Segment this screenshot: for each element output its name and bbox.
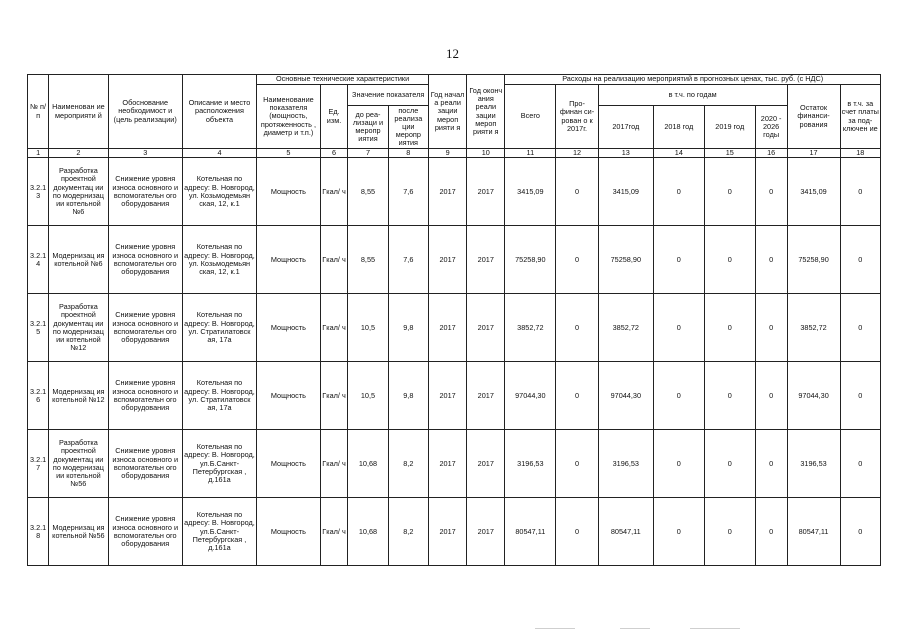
- column-number: 15: [704, 149, 755, 158]
- cell-location: Котельная по адресу: В. Новгород, ул.Б.Санкт- Петербургская , д.161а: [182, 498, 256, 566]
- header-start-year: Год начал а реали зации мероп рияти я: [429, 75, 467, 149]
- cell-year-2018: 0: [653, 158, 704, 226]
- header-connection-fee: в т.ч. за счет платы за под- ключен ие: [840, 85, 880, 149]
- cell-total: 80547,11: [505, 498, 556, 566]
- cell-year-2019: 0: [704, 226, 755, 294]
- cell-location: Котельная по адресу: В. Новгород, ул. Стратилатовск ая, 17а: [182, 362, 256, 430]
- cell-prefinanced: 0: [556, 158, 598, 226]
- header-total: Всего: [505, 85, 556, 149]
- cell-start-year: 2017: [429, 294, 467, 362]
- header-location: Описание и место расположения объекта: [182, 75, 256, 149]
- cell-before: 8,55: [348, 226, 388, 294]
- cell-justification: Снижение уровня износа основного и вспомогательн ого оборудования: [108, 294, 182, 362]
- cell-after: 8,2: [388, 498, 428, 566]
- cell-total: 3196,53: [505, 430, 556, 498]
- column-number: 1: [28, 149, 49, 158]
- cell-prefinanced: 0: [556, 362, 598, 430]
- cell-indicator: Мощность: [257, 226, 321, 294]
- column-number: 13: [598, 149, 653, 158]
- cell-after: 8,2: [388, 430, 428, 498]
- cell-measure-name: Разработка проектной документац ии по модернизац ии котельной №56: [49, 430, 108, 498]
- cell-number: 3.2.1 3: [28, 158, 49, 226]
- cell-start-year: 2017: [429, 362, 467, 430]
- cell-total: 97044,30: [505, 362, 556, 430]
- cell-year-2017: 3196,53: [598, 430, 653, 498]
- cell-measure-name: Модернизац ия котельной №12: [49, 362, 108, 430]
- cell-indicator: Мощность: [257, 158, 321, 226]
- cell-indicator: Мощность: [257, 294, 321, 362]
- cell-after: 9,8: [388, 294, 428, 362]
- header-after: после реализа ции меропр иятия: [388, 106, 428, 149]
- scan-artifact: [620, 628, 650, 629]
- cell-unit: Гкал/ ч: [320, 362, 348, 430]
- cell-remainder: 80547,11: [787, 498, 840, 566]
- cell-before: 10,5: [348, 362, 388, 430]
- cell-number: 3.2.1 8: [28, 498, 49, 566]
- cell-year-2019: 0: [704, 294, 755, 362]
- column-number: 12: [556, 149, 598, 158]
- cell-year-2018: 0: [653, 226, 704, 294]
- header-measure-name: Наименован ие мероприяти й: [49, 75, 108, 149]
- cell-year-2018: 0: [653, 498, 704, 566]
- cell-year-2017: 97044,30: [598, 362, 653, 430]
- column-number: 18: [840, 149, 880, 158]
- cell-prefinanced: 0: [556, 430, 598, 498]
- cell-start-year: 2017: [429, 430, 467, 498]
- header-years-2020-2026: 2020 - 2026 годы: [755, 106, 787, 149]
- column-number: 11: [505, 149, 556, 158]
- cell-prefinanced: 0: [556, 226, 598, 294]
- cell-total: 3415,09: [505, 158, 556, 226]
- cell-justification: Снижение уровня износа основного и вспомогательн ого оборудования: [108, 226, 182, 294]
- column-numbers-row: [28, 149, 881, 158]
- header-year-2019: 2019 год: [704, 106, 755, 149]
- cell-year-2018: 0: [653, 362, 704, 430]
- table-row: [28, 294, 881, 362]
- cell-justification: Снижение уровня износа основного и вспомогательн ого оборудования: [108, 498, 182, 566]
- cell-measure-name: Модернизац ия котельной №56: [49, 498, 108, 566]
- cell-measure-name: Разработка проектной документац ии по модернизац ии котельной №6: [49, 158, 108, 226]
- cell-end-year: 2017: [467, 498, 505, 566]
- cell-after: 7,6: [388, 226, 428, 294]
- table-row: [28, 158, 881, 226]
- cell-justification: Снижение уровня износа основного и вспомогательн ого оборудования: [108, 430, 182, 498]
- cell-before: 8,55: [348, 158, 388, 226]
- header-costs: Расходы на реализацию мероприятий в прогнозных ценах, тыс. руб. (с НДС): [505, 75, 881, 85]
- cell-location: Котельная по адресу: В. Новгород, ул. Козьмодемьян ская, 12, к.1: [182, 158, 256, 226]
- cell-unit: Гкал/ ч: [320, 226, 348, 294]
- table-row: [28, 498, 881, 566]
- cell-connection-fee: 0: [840, 498, 880, 566]
- cell-location: Котельная по адресу: В. Новгород, ул. Козьмодемьян ская, 12, к.1: [182, 226, 256, 294]
- cell-years-2020-2026: 0: [755, 498, 787, 566]
- cell-years-2020-2026: 0: [755, 362, 787, 430]
- cell-year-2018: 0: [653, 294, 704, 362]
- cell-prefinanced: 0: [556, 294, 598, 362]
- cell-number: 3.2.1 4: [28, 226, 49, 294]
- page-number: 12: [446, 46, 459, 61]
- table-header: [28, 75, 881, 158]
- cell-years-2020-2026: 0: [755, 430, 787, 498]
- cell-start-year: 2017: [429, 226, 467, 294]
- column-number: 8: [388, 149, 428, 158]
- cell-year-2018: 0: [653, 430, 704, 498]
- scan-artifact: [535, 628, 575, 629]
- cell-justification: Снижение уровня износа основного и вспомогательн ого оборудования: [108, 362, 182, 430]
- cell-year-2017: 80547,11: [598, 498, 653, 566]
- cell-remainder: 3415,09: [787, 158, 840, 226]
- investment-program-table: [27, 74, 881, 566]
- table-row: [28, 226, 881, 294]
- cell-year-2019: 0: [704, 498, 755, 566]
- cell-end-year: 2017: [467, 226, 505, 294]
- header-by-years: в т.ч. по годам: [598, 85, 787, 106]
- scan-artifact: [690, 628, 740, 629]
- cell-unit: Гкал/ ч: [320, 430, 348, 498]
- cell-remainder: 97044,30: [787, 362, 840, 430]
- cell-prefinanced: 0: [556, 498, 598, 566]
- column-number: 2: [49, 149, 108, 158]
- cell-measure-name: Разработка проектной документац ии по модернизац ии котельной №12: [49, 294, 108, 362]
- header-remainder: Остаток финанси- рования: [787, 85, 840, 149]
- cell-year-2019: 0: [704, 430, 755, 498]
- cell-remainder: 3196,53: [787, 430, 840, 498]
- cell-number: 3.2.1 5: [28, 294, 49, 362]
- header-indicator-values: Значение показателя: [348, 85, 429, 106]
- cell-unit: Гкал/ ч: [320, 498, 348, 566]
- cell-start-year: 2017: [429, 158, 467, 226]
- cell-years-2020-2026: 0: [755, 158, 787, 226]
- header-indicator: Наименование показателя (мощность, протяженность , диаметр и т.п.): [257, 85, 321, 149]
- cell-connection-fee: 0: [840, 226, 880, 294]
- cell-location: Котельная по адресу: В. Новгород, ул.Б.Санкт- Петербургская , д.161а: [182, 430, 256, 498]
- cell-remainder: 75258,90: [787, 226, 840, 294]
- column-number: 5: [257, 149, 321, 158]
- header-year-2017: 2017год: [598, 106, 653, 149]
- column-number: 10: [467, 149, 505, 158]
- cell-before: 10,68: [348, 498, 388, 566]
- cell-before: 10,68: [348, 430, 388, 498]
- header-end-year: Год оконч ания реали зации мероп рияти я: [467, 75, 505, 149]
- table-body: [28, 158, 881, 566]
- cell-year-2019: 0: [704, 158, 755, 226]
- cell-connection-fee: 0: [840, 294, 880, 362]
- header-before: до реа- лизаци и меропр иятия: [348, 106, 388, 149]
- table-row: [28, 430, 881, 498]
- cell-year-2017: 3415,09: [598, 158, 653, 226]
- cell-year-2017: 3852,72: [598, 294, 653, 362]
- cell-before: 10,5: [348, 294, 388, 362]
- cell-indicator: Мощность: [257, 498, 321, 566]
- cell-years-2020-2026: 0: [755, 226, 787, 294]
- column-number: 6: [320, 149, 348, 158]
- cell-number: 3.2.1 6: [28, 362, 49, 430]
- header-year-2018: 2018 год: [653, 106, 704, 149]
- cell-indicator: Мощность: [257, 362, 321, 430]
- cell-year-2017: 75258,90: [598, 226, 653, 294]
- header-prefinanced: Про- финан си- рован о к 2017г.: [556, 85, 598, 149]
- column-number: 3: [108, 149, 182, 158]
- cell-year-2019: 0: [704, 362, 755, 430]
- cell-number: 3.2.1 7: [28, 430, 49, 498]
- header-unit: Ед. изм.: [320, 85, 348, 149]
- column-number: 16: [755, 149, 787, 158]
- column-number: 17: [787, 149, 840, 158]
- cell-unit: Гкал/ ч: [320, 294, 348, 362]
- cell-connection-fee: 0: [840, 430, 880, 498]
- cell-unit: Гкал/ ч: [320, 158, 348, 226]
- column-number: 14: [653, 149, 704, 158]
- cell-location: Котельная по адресу: В. Новгород, ул. Стратилатовск ая, 17а: [182, 294, 256, 362]
- header-number: № п/п: [28, 75, 49, 149]
- header-tech-characteristics: Основные технические характеристики: [257, 75, 429, 85]
- cell-connection-fee: 0: [840, 158, 880, 226]
- cell-remainder: 3852,72: [787, 294, 840, 362]
- cell-total: 3852,72: [505, 294, 556, 362]
- header-justification: Обоснование необходимост и (цель реализации): [108, 75, 182, 149]
- cell-end-year: 2017: [467, 362, 505, 430]
- column-number: 9: [429, 149, 467, 158]
- cell-justification: Снижение уровня износа основного и вспомогательн ого оборудования: [108, 158, 182, 226]
- cell-end-year: 2017: [467, 294, 505, 362]
- cell-indicator: Мощность: [257, 430, 321, 498]
- cell-connection-fee: 0: [840, 362, 880, 430]
- cell-after: 9,8: [388, 362, 428, 430]
- cell-measure-name: Модернизац ия котельной №6: [49, 226, 108, 294]
- cell-total: 75258,90: [505, 226, 556, 294]
- cell-years-2020-2026: 0: [755, 294, 787, 362]
- column-number: 4: [182, 149, 256, 158]
- cell-end-year: 2017: [467, 430, 505, 498]
- cell-start-year: 2017: [429, 498, 467, 566]
- cell-after: 7,6: [388, 158, 428, 226]
- cell-end-year: 2017: [467, 158, 505, 226]
- column-number: 7: [348, 149, 388, 158]
- table-row: [28, 362, 881, 430]
